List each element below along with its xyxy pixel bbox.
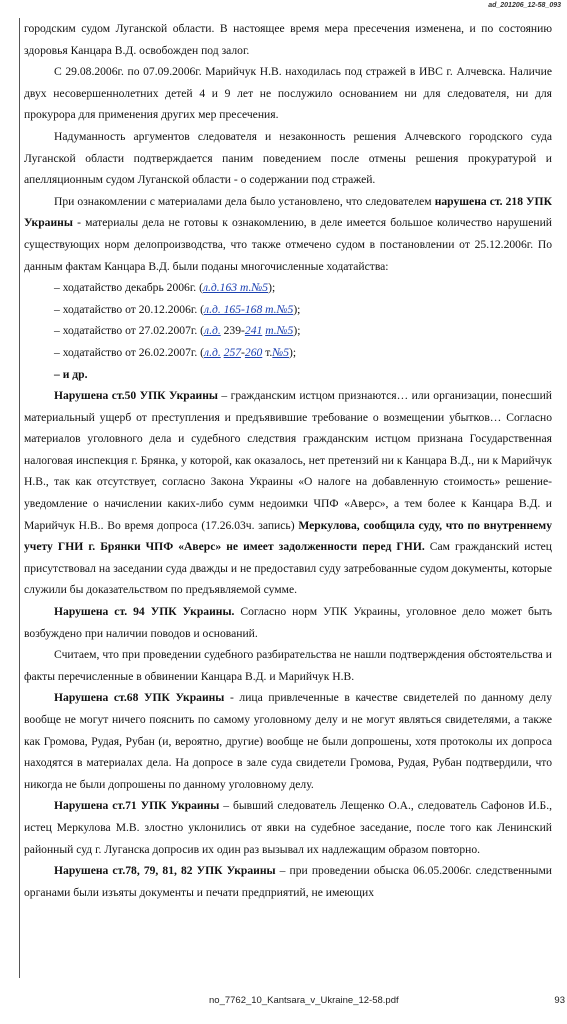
paragraph xyxy=(24,18,552,61)
paragraph xyxy=(24,601,552,644)
list-item xyxy=(24,277,552,299)
case-file-reference-link[interactable]: л.д. xyxy=(204,324,221,338)
bold-text: Нарушена ст.78, 79, 81, 82 УПК Украины xyxy=(54,864,276,878)
text-run: С 29.08.2006г. по 07.09.2006г. Марийчук Н.В. находилась под стражей в ИВС г. Алчевска. Наличие двух несовершеннолетних детей 4 и 9 лет не послужило основанием ни для следователя, ни для прокурора для применения других мер пресечения. xyxy=(24,65,552,122)
bold-text: Нарушена ст. 94 УПК Украины. xyxy=(54,605,235,619)
page-footer xyxy=(0,995,567,1011)
case-file-reference-link[interactable]: 260 xyxy=(244,345,263,359)
text-run: - xyxy=(241,345,245,359)
text-run: ); xyxy=(293,324,301,338)
paragraphs-intro xyxy=(24,18,552,277)
bold-text: – и др. xyxy=(54,367,88,381)
text-run: – гражданским истцом признаются… или организации, понесший материальный ущерб от преступления и предъявившие требование о возмещении убытков… Согласно материалов уголовного дела и судебного следствия гражданским истцом признана Государственная налоговая инспекция г. Брянка, у которой, как оказалось, нет претензий ни к Канцара В.Д., ни к Марийчук Н.В., так как отсутствует, согласно Закона Украины «О налоге на добавленную стоимость» решение-уведомление о начислении каких-либо сумм недоимки ЧПФ «Аверс», а тем более к Канцара В.Д. и Марийчук Н.В.. Во время допроса (17.26.03ч. запись) xyxy=(24,389,553,532)
text-run: - лица привлеченные в качестве свидетелей по данному делу вообще не могут ничего пояснить по самому уголовному делу и не могут являться свидетелями, а также как Громова, Рудая, Рубан (и, вероятно, другие) вообще не были допрошены, хотя протоколы их допроса находятся в материалах дела. На допросе в зале суда свидетели Громова, Рудая, Рубан подтвердили, что никогда не были допрошены по данному уголовному делу. xyxy=(24,691,552,791)
text-run: 239- xyxy=(220,324,245,338)
footer-filename: no_7762_10_Kantsara_v_Ukraine_12-58.pdf xyxy=(209,995,399,1006)
case-file-reference-link[interactable]: л.д.163 т.№5 xyxy=(202,281,269,295)
case-file-reference-link[interactable]: №5 xyxy=(272,345,290,359)
paragraphs-violations xyxy=(24,385,552,903)
text-run: т. xyxy=(262,345,273,359)
bold-text: Меркулова, сообщила суду, что по внутреннему учету ГНИ г. Брянки ЧПФ «Аверс» не имеет задолженности перед ГНИ. xyxy=(24,518,552,554)
list-item xyxy=(24,364,552,386)
text-run: – ходатайство от 27.02.2007г. ( xyxy=(54,324,205,338)
page-left-edge xyxy=(19,18,20,978)
text-run: – ходатайство от 20.12.2006г. ( xyxy=(54,302,205,316)
case-file-reference-link[interactable]: 257 xyxy=(223,345,242,359)
text-run: ); xyxy=(293,302,301,316)
text-run: – при проведении обыска 06.05.2006г. следственными органами были изъяты документы и печати предприятий, не имеющих xyxy=(24,864,552,899)
document-id-header: ad_201206_12-58_093 xyxy=(488,2,561,9)
bold-text: нарушена ст. 218 УПК Украины xyxy=(24,194,552,230)
text-run: ); xyxy=(268,281,276,295)
paragraph xyxy=(24,126,552,191)
text-run: – ходатайство декабрь 2006г. ( xyxy=(54,281,203,295)
text-run: городским судом Луганской области. В настоящее время мера пресечения изменена, и по состоянию здоровья Канцара В.Д. освобожден под залог. xyxy=(24,22,552,57)
text-run: Сам гражданский истец присутствовал на заседании суда дважды и не предоставил суду затребованные судом документы, которые служили бы доказательством по предъявляемой сумме. xyxy=(24,540,552,597)
list-item xyxy=(24,342,552,364)
paragraph xyxy=(24,687,552,795)
paragraph xyxy=(24,385,552,601)
case-file-reference-link[interactable]: л.д. 165-168 т.№5 xyxy=(204,302,294,316)
text-run: Согласно норм УПК Украины, уголовное дело может быть возбуждено при наличии поводов и оснований. xyxy=(24,605,552,640)
case-file-reference-link[interactable]: 241 xyxy=(244,324,263,338)
case-file-reference-link[interactable]: л.д. xyxy=(204,345,221,359)
paragraph xyxy=(24,795,552,860)
paragraph xyxy=(24,61,552,126)
text-run: – ходатайство от 26.02.2007г. ( xyxy=(54,345,205,359)
bold-text: Нарушена ст.68 УПК Украины xyxy=(54,691,225,705)
text-run: – бывший следователь Лещенко О.А., следователь Сафонов И.Б., истец Меркулова М.В. злостно уклонились от явки на судебное заседание, после того как Ленинский районный суд г. Луганска допросив их один раз вызывал их надлежащим образом повторно. xyxy=(24,799,552,856)
text-run: ); xyxy=(289,345,297,359)
text-run: Считаем, что при проведении судебного разбирательства не нашли подтверждения обстоятельства и факты перечисленные в обвинении Канцара В.Д. и Марийчук Н.В. xyxy=(24,648,552,683)
text-run: - материалы дела не готовы к ознакомлению, в деле имеется большое количество нарушений существующих норм делопроизводства, что также отмечено судом в постановлении от 25.12.2006г. По данным фактам Канцара В.Д. были поданы многочисленные ходатайства: xyxy=(24,216,552,273)
list-item xyxy=(24,299,552,321)
text-run: При ознакомлении с материалами дела было установлено, что следователем xyxy=(54,194,435,208)
bold-text: Нарушена ст.50 УПК Украины xyxy=(54,389,218,403)
footer-page-number: 93 xyxy=(554,995,565,1006)
paragraph xyxy=(24,644,552,687)
motions-list xyxy=(24,277,552,385)
bold-text: Нарушена ст.71 УПК Украины xyxy=(54,799,220,813)
paragraph xyxy=(24,191,552,277)
document-body xyxy=(24,18,552,903)
case-file-reference-link[interactable]: т.№5 xyxy=(265,324,294,338)
list-item xyxy=(24,320,552,342)
paragraph xyxy=(24,860,552,903)
text-run: Надуманность аргументов следователя и незаконность решения Алчевского городского суда Луганской области подтверждается паним поведением после отмены решения прокуратурой и апелляционным судом Луганской области - о содержании под стражей. xyxy=(24,129,552,187)
